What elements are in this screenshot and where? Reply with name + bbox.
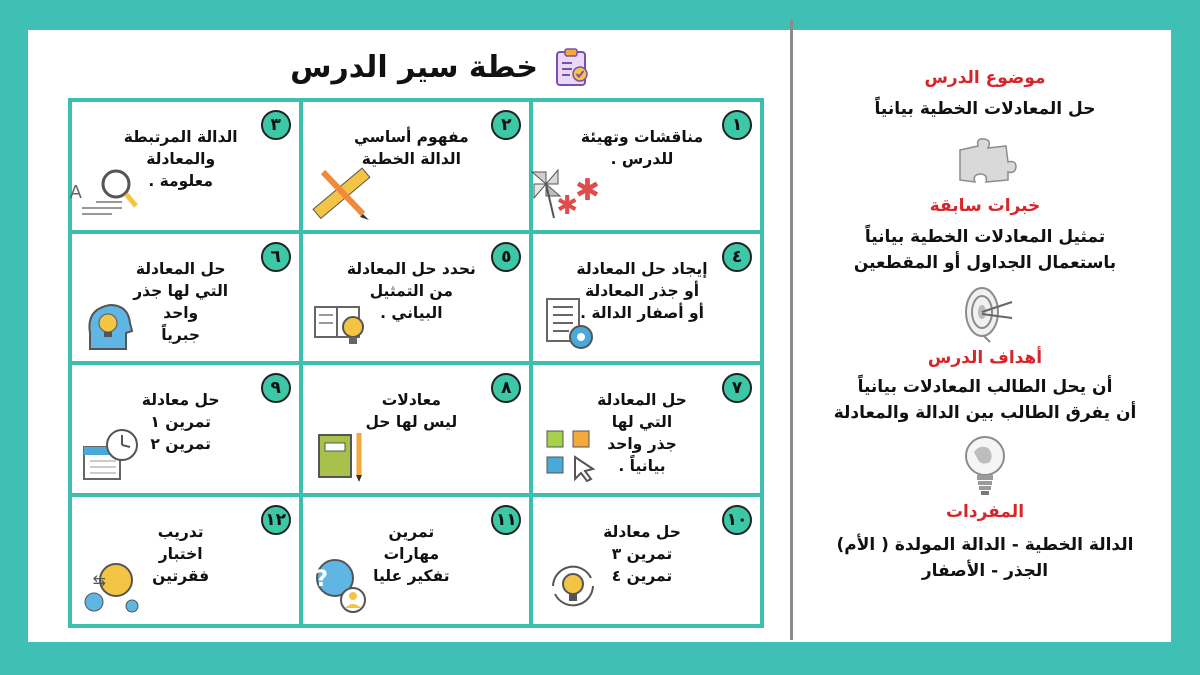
plan-cell-6 — [70, 232, 301, 364]
plan-cell-5 — [301, 232, 532, 364]
plan-cell-12 — [70, 495, 301, 627]
step-text-line: اختبار — [158, 544, 203, 563]
step-text-line: حل المعادلة — [597, 391, 687, 409]
plan-cell-9 — [70, 363, 301, 495]
page-title — [270, 42, 610, 92]
notebook-icon — [313, 425, 373, 485]
bulb-globe-icon — [960, 432, 1010, 498]
step-text-line: تمرين ٣ — [611, 544, 673, 563]
goals-heading: أهداف الدرس — [927, 348, 1043, 368]
step-text-line: تفكير عليا — [373, 566, 450, 585]
step-text-line: تمرين — [388, 522, 435, 541]
step-number-badge: ٢ — [491, 110, 521, 140]
svg-text:A: A — [69, 181, 82, 203]
plan-cell-2 — [301, 100, 532, 232]
exchange-people-icon — [82, 556, 142, 616]
vocab-line-2: الجذر - الأصفار — [921, 561, 1049, 581]
step-text-line: أو جذر المعادلة — [584, 281, 700, 300]
topic-heading: موضوع الدرس — [924, 68, 1046, 88]
step-text-line: تمرين ١ — [150, 413, 211, 431]
clipboard-icon — [554, 47, 590, 87]
step-number-badge: ١ — [722, 110, 752, 140]
prior-heading: خبرات سابقة — [929, 196, 1041, 216]
step-number-badge: ٨ — [491, 373, 521, 403]
step-number-badge: ٧ — [722, 373, 752, 403]
step-text-line: مفهوم أساسي — [353, 128, 469, 146]
plan-cell-10 — [531, 495, 762, 627]
svg-text:?: ? — [314, 567, 328, 592]
step-text-line: جبرياً — [161, 325, 201, 344]
magnifier-icon — [69, 162, 142, 222]
step-text-line: نحدد حل المعادلة — [346, 259, 476, 278]
step-text-line: أو أصفار الدالة . — [580, 303, 704, 322]
title-text: خطة سير الدرس — [290, 49, 538, 85]
step-number-badge: ٣ — [261, 110, 291, 140]
step-text-line: الدالة المرتبطة — [123, 128, 238, 146]
step-text-line: البياني . — [380, 303, 443, 322]
step-text-line: تمرين ٢ — [150, 435, 211, 453]
ruler-pencil-icon — [313, 162, 373, 222]
svg-text:⇆: ⇆ — [92, 571, 106, 590]
vertical-divider — [790, 20, 793, 640]
plan-cell-4 — [531, 232, 762, 364]
target-icon — [950, 282, 1020, 344]
goal-line-2: أن يفرق الطالب بين الدالة والمعادلة — [833, 403, 1137, 423]
bulb-cycle-icon — [543, 556, 603, 616]
svg-text:✱: ✱ — [575, 172, 601, 208]
step-text-line: واحد — [163, 303, 199, 322]
book-bulb-icon — [313, 293, 373, 353]
prior-line-2: باستعمال الجداول أو المقطعين — [853, 253, 1117, 273]
side-panel — [800, 60, 1170, 584]
vocab-heading: المفردات — [945, 502, 1025, 522]
step-text-line: حل معادلة — [603, 522, 681, 541]
head-bulb-icon — [82, 293, 142, 353]
step-text-line: تدريب — [157, 522, 204, 541]
step-text-line: حل معادلة — [141, 391, 220, 409]
step-text-line: للدرس . — [610, 150, 674, 168]
topic-text: حل المعادلات الخطية بيانياً — [874, 99, 1096, 119]
step-text-line: التي لها — [611, 413, 673, 431]
svg-text:✱: ✱ — [556, 190, 579, 221]
plan-cell-11 — [301, 495, 532, 627]
checklist-gear-icon — [543, 293, 603, 353]
cubes-icon — [543, 425, 603, 485]
step-text-line: والمعادلة — [146, 150, 216, 168]
step-text-line: فقرتين — [152, 566, 210, 585]
calendar-clock-icon — [82, 425, 142, 485]
step-text-line: ليس لها حل — [365, 413, 458, 431]
pinwheel-icon — [543, 162, 603, 222]
step-text-line: مناقشات وتهيئة — [580, 128, 704, 146]
step-number-badge: ١٠ — [722, 505, 752, 535]
plan-cell-8 — [301, 363, 532, 495]
vocab-line-1: الدالة الخطية - الدالة المولدة ( الأم) — [836, 535, 1134, 555]
plan-cell-7 — [531, 363, 762, 495]
step-text-line: مهارات — [383, 544, 440, 563]
step-number-badge: ١٢ — [261, 505, 291, 535]
step-text-line: معادلات — [381, 391, 441, 409]
step-number-badge: ٤ — [722, 242, 752, 272]
step-number-badge: ٦ — [261, 242, 291, 272]
goal-line-1: أن يحل الطالب المعادلات بيانياً — [857, 377, 1113, 397]
plan-cell-1 — [531, 100, 762, 232]
plan-cell-3 — [70, 100, 301, 232]
step-number-badge: ٩ — [261, 373, 291, 403]
step-text-line: معلومة . — [148, 172, 213, 190]
lesson-plan-grid — [68, 98, 764, 628]
step-text-line: جذر واحد — [607, 435, 677, 453]
step-text-line: حل المعادلة — [135, 259, 226, 278]
step-number-badge: ١١ — [491, 505, 521, 535]
step-text-line: بيانياً . — [618, 457, 666, 475]
step-text-line: الدالة الخطية — [361, 150, 461, 168]
step-number-badge: ٥ — [491, 242, 521, 272]
step-text-line: إيجاد حل المعادلة — [576, 259, 708, 278]
step-text-line: تمرين ٤ — [611, 566, 673, 585]
step-text-line: من التمثيل — [369, 281, 453, 300]
question-person-icon — [313, 556, 373, 616]
step-text-line: التي لها جذر — [133, 281, 229, 300]
puzzle-icon — [950, 136, 1020, 186]
prior-line-1: تمثيل المعادلات الخطية بيانياً — [864, 227, 1106, 247]
